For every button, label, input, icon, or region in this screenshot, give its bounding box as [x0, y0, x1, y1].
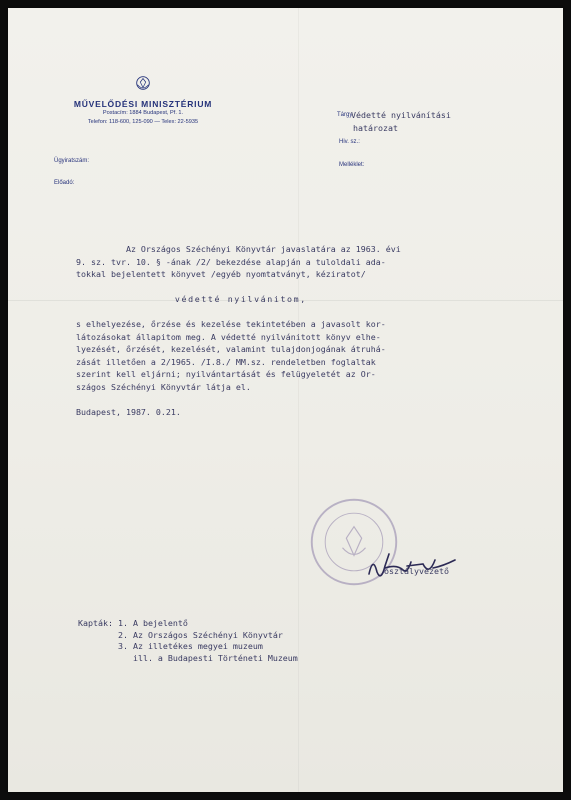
list-item: ill. a Budapesti Történeti Muzeum	[117, 652, 298, 663]
body-line: tokkal bejelentett könyvet /egyéb nyomtatványt, kéziratot/	[76, 269, 366, 279]
contact-line: Telefon: 118-600, 125-090 — Telex: 22-5935	[87, 119, 199, 125]
ministry-name: MŰVELŐDÉSI MINISZTÉRIUM	[73, 99, 213, 109]
subject-line-2: határozat	[353, 123, 398, 133]
body-line: látozásokat állapitom meg. A védetté nyilvánitott könyv elhe-	[76, 331, 381, 342]
crest-icon	[134, 74, 152, 92]
copies-list	[78, 618, 298, 664]
body-line: 9. sz. tvr. 10. § -ának /2/ bekezdése alapján a tuloldali ada-	[76, 256, 386, 267]
list-item: 2. Az Országos Széchényi Könyvtár	[117, 629, 283, 640]
subject-label: Tárgy	[337, 112, 353, 118]
letter-body	[76, 244, 401, 419]
copies-label: Kapták:	[78, 618, 113, 628]
declaration-line: védetté nyilvánitom,	[76, 294, 307, 304]
date-line: Budapest, 1987. 0.21.	[76, 406, 181, 417]
list-item: 3. Az illetékes megyei muzeum	[117, 641, 263, 651]
body-line: szágos Széchényi Könyvtár látja el.	[76, 381, 251, 392]
body-line: zását illetően a 2/1965. /I.8./ MM.sz. rendeletben foglaltak	[76, 356, 376, 367]
body-line: szerint kell eljárni; nyilvántartását és felügyeletét az Or-	[76, 369, 376, 379]
body-line: Az Országos Széchényi Könyvtár javaslatára az 1963. évi	[76, 244, 401, 254]
body-line: lyezését, őrzését, kezelését, valamint tulajdonjogának átruhá-	[76, 344, 386, 354]
letterhead	[8, 74, 278, 127]
case-number-label: Ügyiratszám:	[54, 158, 90, 164]
list-item: 1. A bejelentő	[117, 618, 188, 628]
document-sheet	[8, 8, 563, 792]
body-line: s elhelyezése, őrzése és kezelése tekintetében a javasolt kor-	[76, 319, 386, 329]
subject-line-1: Védetté nyilvánítási	[351, 110, 451, 120]
reference-label: Hiv. sz.:	[339, 139, 360, 145]
attachment-label: Melléklet:	[339, 162, 365, 168]
rapporteur-label: Előadó:	[54, 180, 75, 186]
signatory-title: osztályvezető	[384, 566, 449, 576]
postal-address: Postacím: 1884 Budapest, Pf. 1.	[102, 110, 184, 116]
